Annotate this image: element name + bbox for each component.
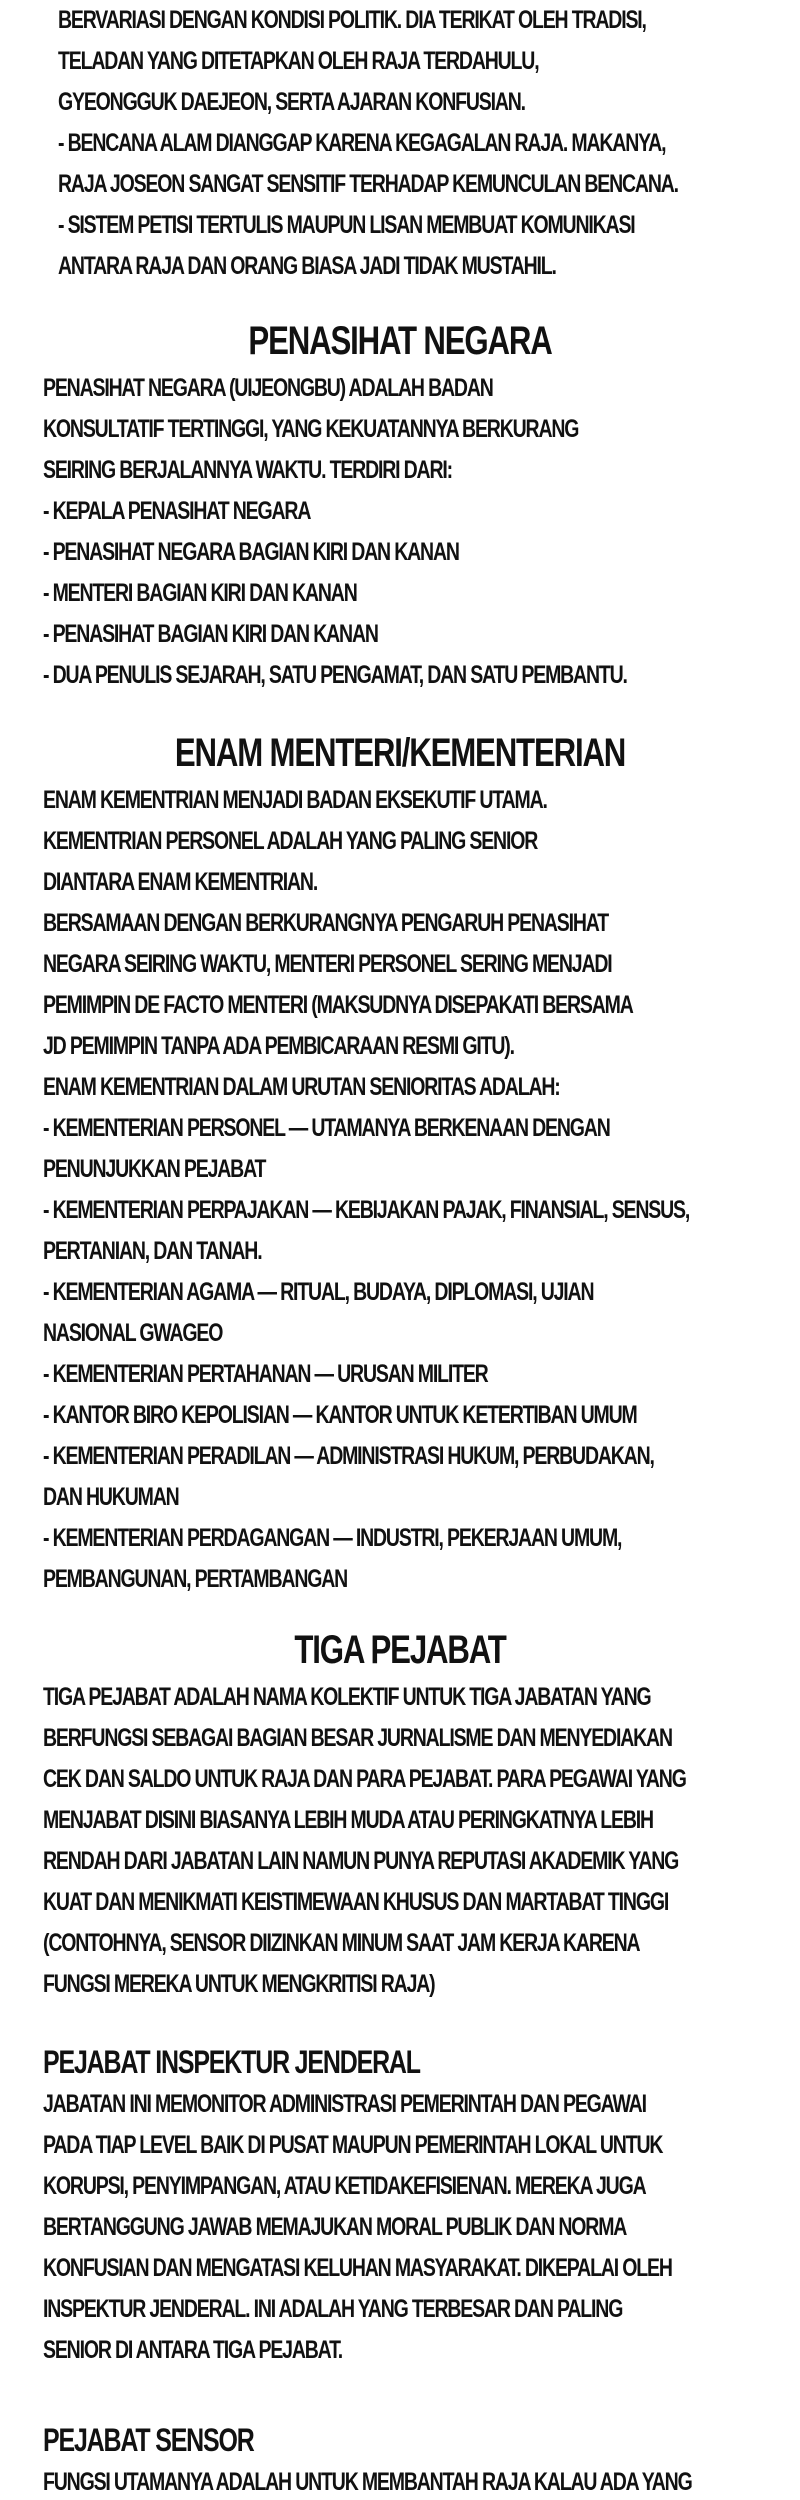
text-line: MENJABAT DISINI BIASANYA LEBIH MUDA ATAU PERINGKATNYA LEBIH bbox=[43, 1806, 653, 1834]
text-line: INSPEKTUR JENDERAL. INI ADALAH YANG TERBESAR DAN PALING bbox=[43, 2295, 623, 2323]
list-item: DAN HUKUMAN bbox=[43, 1483, 179, 1511]
text-line: BERFUNGSI SEBAGAI BAGIAN BESAR JURNALISME DAN MENYEDIAKAN bbox=[43, 1724, 672, 1752]
list-item: PEMBANGUNAN, PERTAMBANGAN bbox=[43, 1565, 348, 1593]
text-line: ENAM KEMENTRIAN MENJADI BADAN EKSEKUTIF UTAMA. bbox=[43, 786, 547, 814]
text-line: KONSULTATIF TERTINGGI, YANG KEKUATANNYA BERKURANG bbox=[43, 415, 579, 443]
section-penasihat-negara bbox=[0, 318, 800, 696]
text-line: PADA TIAP LEVEL BAIK DI PUSAT MAUPUN PEMERINTAH LOKAL UNTUK bbox=[43, 2131, 663, 2159]
text-line: RENDAH DARI JABATAN LAIN NAMUN PUNYA REPUTASI AKADEMIK YANG bbox=[43, 1847, 679, 1875]
text-line: KORUPSI, PENYIMPANGAN, ATAU KETIDAKEFISIENAN. MEREKA JUGA bbox=[43, 2172, 646, 2200]
text-line: KUAT DAN MENIKMATI KEISTIMEWAAN KHUSUS DAN MARTABAT TINGGI bbox=[43, 1888, 669, 1916]
list-item: NASIONAL GWAGEO bbox=[43, 1319, 223, 1347]
list-item: - KEMENTERIAN PERADILAN — ADMINISTRASI HUKUM, PERBUDAKAN, bbox=[43, 1442, 654, 1470]
text-line: GYEONGGUK DAEJEON, SERTA AJARAN KONFUSIAN. bbox=[58, 88, 525, 116]
section-inspektur-jenderal bbox=[0, 2040, 800, 2371]
list-item: - KEMENTERIAN PERTAHANAN — URUSAN MILITER bbox=[43, 1360, 488, 1388]
subsection-title: PEJABAT INSPEKTUR JENDERAL bbox=[43, 2044, 420, 2080]
list-item: - KEMENTERIAN AGAMA — RITUAL, BUDAYA, DIPLOMASI, UJIAN bbox=[43, 1278, 594, 1306]
list-item: - KANTOR BIRO KEPOLISIAN — KANTOR UNTUK KETERTIBAN UMUM bbox=[43, 1401, 637, 1429]
text-line: JABATAN INI MEMONITOR ADMINISTRASI PEMERINTAH DAN PEGAWAI bbox=[43, 2090, 646, 2118]
list-item: PENUNJUKKAN PEJABAT bbox=[43, 1155, 266, 1183]
text-line: - SISTEM PETISI TERTULIS MAUPUN LISAN MEMBUAT KOMUNIKASI bbox=[58, 211, 635, 239]
section-pejabat-sensor bbox=[0, 2418, 800, 2500]
text-line: NEGARA SEIRING WAKTU, MENTERI PERSONEL SERING MENJADI bbox=[43, 950, 612, 978]
text-line: - BENCANA ALAM DIANGGAP KARENA KEGAGALAN RAJA. MAKANYA, bbox=[58, 129, 666, 157]
list-item: - KEPALA PENASIHAT NEGARA bbox=[43, 497, 311, 525]
text-line: ENAM KEMENTRIAN DALAM URUTAN SENIORITAS ADALAH: bbox=[43, 1073, 560, 1101]
text-line: BERSAMAAN DENGAN BERKURANGNYA PENGARUH PENASIHAT bbox=[43, 909, 609, 937]
list-item: - PENASIHAT NEGARA BAGIAN KIRI DAN KANAN bbox=[43, 538, 459, 566]
section-tiga-pejabat bbox=[0, 1627, 800, 2005]
subsection-title: PEJABAT SENSOR bbox=[43, 2422, 254, 2458]
list-item: - MENTERI BAGIAN KIRI DAN KANAN bbox=[43, 579, 357, 607]
text-line: KONFUSIAN DAN MENGATASI KELUHAN MASYARAKAT. DIKEPALAI OLEH bbox=[43, 2254, 672, 2282]
text-line: PENASIHAT NEGARA (UIJEONGBU) ADALAH BADAN bbox=[43, 374, 493, 402]
text-line: TELADAN YANG DITETAPKAN OLEH RAJA TERDAHULU, bbox=[58, 47, 539, 75]
text-line: RAJA JOSEON SANGAT SENSITIF TERHADAP KEMUNCULAN BENCANA. bbox=[58, 170, 678, 198]
text-line: SENIOR DI ANTARA TIGA PEJABAT. bbox=[43, 2336, 342, 2364]
text-line: TIGA PEJABAT ADALAH NAMA KOLEKTIF UNTUK TIGA JABATAN YANG bbox=[43, 1683, 651, 1711]
list-item: - DUA PENULIS SEJARAH, SATU PENGAMAT, DAN SATU PEMBANTU. bbox=[43, 661, 627, 689]
text-line: BERTANGGUNG JAWAB MEMAJUKAN MORAL PUBLIK DAN NORMA bbox=[43, 2213, 627, 2241]
section-enam-menteri bbox=[0, 730, 800, 1600]
text-line: KEMENTRIAN PERSONEL ADALAH YANG PALING SENIOR bbox=[43, 827, 538, 855]
text-line: FUNGSI MEREKA UNTUK MENGKRITISI RAJA) bbox=[43, 1970, 435, 1998]
list-item: - KEMENTERIAN PERPAJAKAN — KEBIJAKAN PAJAK, FINANSIAL, SENSUS, bbox=[43, 1196, 690, 1224]
text-line: ANTARA RAJA DAN ORANG BIASA JADI TIDAK MUSTAHIL. bbox=[58, 252, 556, 280]
list-item: - PENASIHAT BAGIAN KIRI DAN KANAN bbox=[43, 620, 378, 648]
text-line: JD PEMIMPIN TANPA ADA PEMBICARAAN RESMI GITU). bbox=[43, 1032, 514, 1060]
list-item: - KEMENTERIAN PERDAGANGAN — INDUSTRI, PEKERJAAN UMUM, bbox=[43, 1524, 622, 1552]
intro-block bbox=[58, 0, 800, 287]
text-line: DIANTARA ENAM KEMENTRIAN. bbox=[43, 868, 318, 896]
list-item: PERTANIAN, DAN TANAH. bbox=[43, 1237, 262, 1265]
text-line: PEMIMPIN DE FACTO MENTERI (MAKSUDNYA DISEPAKATI BERSAMA bbox=[43, 991, 633, 1019]
text-line: (CONTOHNYA, SENSOR DIIZINKAN MINUM SAAT JAM KERJA KARENA bbox=[43, 1929, 640, 1957]
text-line: SEIRING BERJALANNYA WAKTU. TERDIRI DARI: bbox=[43, 456, 452, 484]
list-item: - KEMENTERIAN PERSONEL — UTAMANYA BERKENAAN DENGAN bbox=[43, 1114, 610, 1142]
section-title: ENAM MENTERI/KEMENTERIAN bbox=[174, 731, 626, 775]
text-line: CEK DAN SALDO UNTUK RAJA DAN PARA PEJABAT. PARA PEGAWAI YANG bbox=[43, 1765, 686, 1793]
section-title: TIGA PEJABAT bbox=[294, 1628, 506, 1672]
text-line: FUNGSI UTAMANYA ADALAH UNTUK MEMBANTAH RAJA KALAU ADA YANG bbox=[43, 2468, 692, 2496]
section-title: PENASIHAT NEGARA bbox=[248, 319, 552, 363]
text-line: BERVARIASI DENGAN KONDISI POLITIK. DIA TERIKAT OLEH TRADISI, bbox=[58, 6, 646, 34]
